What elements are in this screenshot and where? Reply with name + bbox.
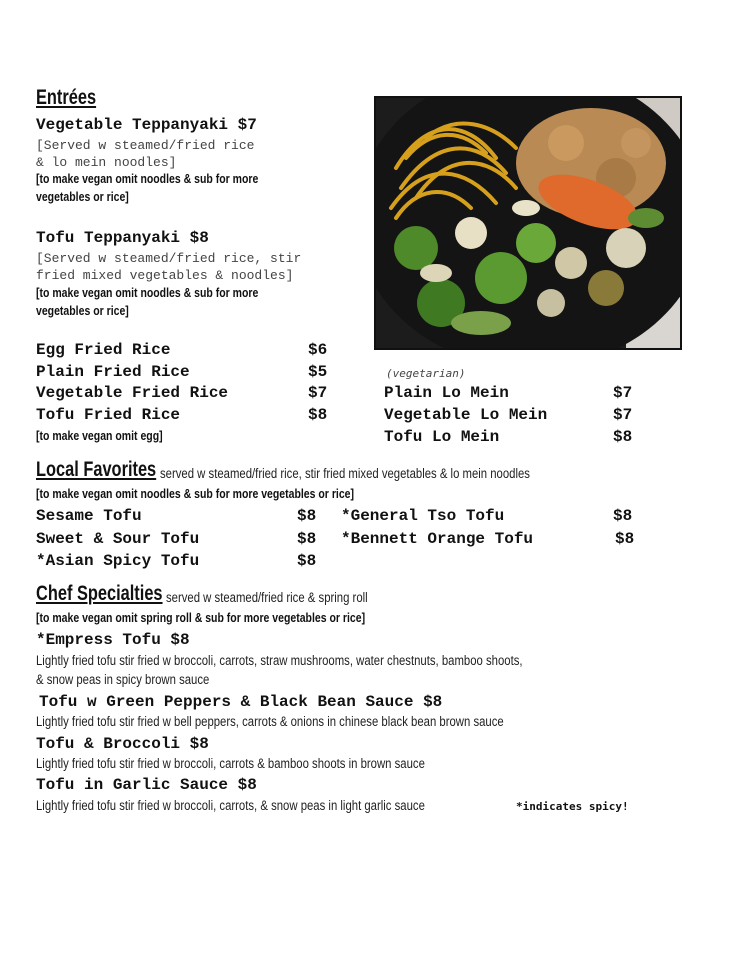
lo-mein-item-price: $7: [613, 384, 633, 402]
vegetable-teppanyaki-served-2: & lo mein noodles]: [36, 155, 177, 170]
specialty-title: *Empress Tofu $8: [36, 631, 190, 649]
specialty-description: & snow peas in spicy brown sauce: [36, 672, 210, 687]
local-favorite-item-price: $8: [297, 507, 317, 525]
fried-rice-item-name: Tofu Fried Rice: [36, 406, 181, 424]
food-plate-photo: [374, 96, 682, 350]
local-favorite-item-name: *General Tso Tofu: [341, 507, 505, 525]
fried-rice-item-price: $7: [308, 384, 328, 402]
local-favorite-item-price: $8: [297, 552, 317, 570]
vegetable-teppanyaki-served-1: [Served w steamed/fried rice: [36, 138, 255, 153]
vegetable-teppanyaki-title: Vegetable Teppanyaki $7: [36, 116, 257, 134]
local-favorite-item-name: Sweet & Sour Tofu: [36, 530, 200, 548]
specialty-title: Tofu & Broccoli $8: [36, 735, 209, 753]
lo-mein-item-name: Vegetable Lo Mein: [384, 406, 548, 424]
vegetable-teppanyaki-vegan-1: [to make vegan omit noodles & sub for more: [36, 172, 259, 186]
tofu-teppanyaki-vegan-2: vegetables or rice]: [36, 304, 129, 318]
lo-mein-item-price: $8: [613, 428, 633, 446]
specialty-title: Tofu in Garlic Sauce $8: [36, 776, 257, 794]
lo-mein-vegetarian-note: (vegetarian): [386, 367, 466, 380]
tofu-teppanyaki-served-1: [Served w steamed/fried rice, stir: [36, 251, 302, 266]
specialty-description: Lightly fried tofu stir fried w bell peppers, carrots & onions in chinese black bean brown sauce: [36, 714, 504, 729]
lo-mein-item-price: $7: [613, 406, 633, 424]
local-favorite-item-name: *Bennett Orange Tofu: [341, 530, 534, 548]
specialty-title: Tofu w Green Peppers & Black Bean Sauce $8: [39, 693, 443, 711]
local-favorite-item-price: $8: [613, 507, 633, 525]
tofu-teppanyaki-title: Tofu Teppanyaki $8: [36, 229, 209, 247]
local-favorites-heading: Local Favorites: [36, 458, 157, 481]
lo-mein-item-name: Tofu Lo Mein: [384, 428, 500, 446]
fried-rice-vegan-note: [to make vegan omit egg]: [36, 429, 163, 443]
fried-rice-item-name: Egg Fried Rice: [36, 341, 171, 359]
local-favorite-item-price: $8: [297, 530, 317, 548]
local-favorite-item-name: Sesame Tofu: [36, 507, 142, 525]
fried-rice-item-name: Vegetable Fried Rice: [36, 384, 229, 402]
fried-rice-item-price: $6: [308, 341, 328, 359]
fried-rice-item-name: Plain Fried Rice: [36, 363, 190, 381]
lo-mein-item-name: Plain Lo Mein: [384, 384, 509, 402]
chef-specialties-subtitle: served w steamed/fried rice & spring roll: [166, 590, 368, 605]
local-favorite-item-name: *Asian Spicy Tofu: [36, 552, 200, 570]
chef-specialties-heading: Chef Specialties: [36, 582, 163, 605]
food-plate-icon: [376, 98, 680, 348]
fried-rice-item-price: $8: [308, 406, 328, 424]
specialty-description: Lightly fried tofu stir fried w broccoli, carrots & bamboo shoots in brown sauce: [36, 756, 425, 771]
local-favorites-subtitle: served w steamed/fried rice, stir fried mixed vegetables & lo mein noodles: [160, 466, 530, 481]
chef-specialties-vegan-note: [to make vegan omit spring roll & sub for more vegetables or rice]: [36, 611, 366, 625]
specialty-description: Lightly fried tofu stir fried w broccoli, carrots, & snow peas in light garlic sauce: [36, 798, 425, 813]
local-favorite-item-price: $8: [615, 530, 635, 548]
fried-rice-item-price: $5: [308, 363, 328, 381]
tofu-teppanyaki-vegan-1: [to make vegan omit noodles & sub for more: [36, 286, 259, 300]
vegetable-teppanyaki-vegan-2: vegetables or rice]: [36, 190, 129, 204]
tofu-teppanyaki-served-2: fried mixed vegetables & noodles]: [36, 268, 294, 283]
local-favorites-vegan-note: [to make vegan omit noodles & sub for more vegetables or rice]: [36, 487, 355, 501]
specialty-description: Lightly fried tofu stir fried w broccoli, carrots, straw mushrooms, water chestnuts, bamboo shoots,: [36, 653, 523, 668]
spicy-legend-note: *indicates spicy!: [516, 800, 629, 813]
entrees-heading: Entrées: [36, 86, 97, 109]
